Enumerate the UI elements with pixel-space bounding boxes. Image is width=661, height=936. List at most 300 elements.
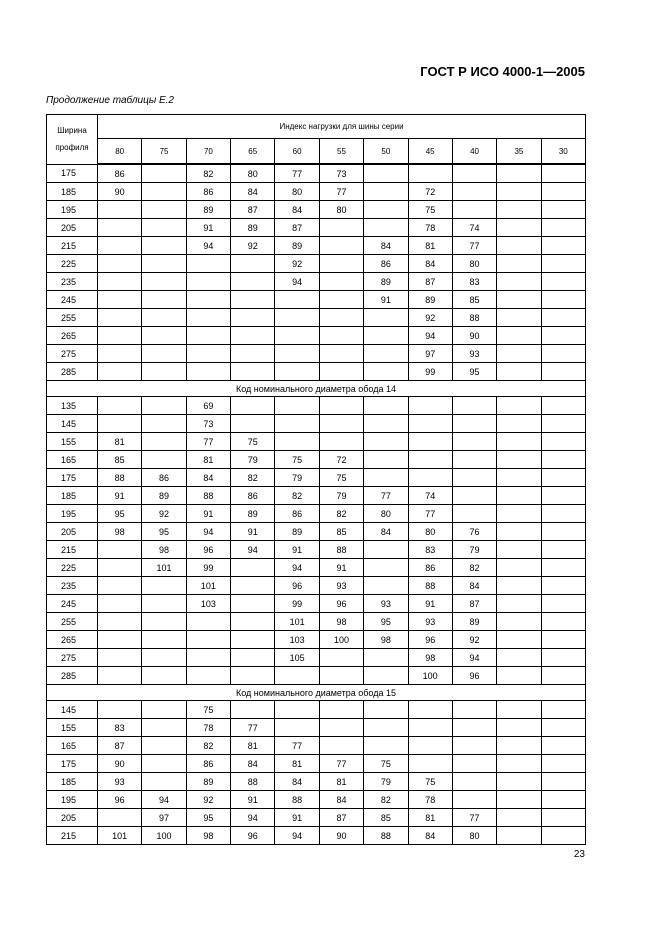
load-index-cell — [452, 755, 496, 773]
load-index-cell: 86 — [408, 559, 452, 577]
load-index-cell: 86 — [142, 469, 186, 487]
load-index-cell: 105 — [275, 649, 319, 667]
load-index-cell — [408, 737, 452, 755]
load-index-cell — [319, 649, 363, 667]
profile-width-cell: 175 — [47, 164, 98, 183]
load-index-cell — [497, 523, 541, 541]
load-index-cell: 79 — [275, 469, 319, 487]
profile-width-cell: 265 — [47, 327, 98, 345]
load-index-cell: 75 — [186, 701, 230, 719]
load-index-cell — [497, 719, 541, 737]
profile-width-cell: 195 — [47, 791, 98, 809]
load-index-cell: 79 — [319, 487, 363, 505]
load-index-cell — [98, 415, 142, 433]
table-row — [47, 701, 586, 719]
section-header-row — [47, 685, 586, 701]
load-index-cell: 86 — [231, 487, 275, 505]
load-index-cell — [541, 273, 585, 291]
load-index-cell — [364, 667, 408, 685]
profile-width-cell: 255 — [47, 613, 98, 631]
load-index-cell — [497, 164, 541, 183]
table-row — [47, 809, 586, 827]
load-index-cell: 101 — [98, 827, 142, 845]
load-index-cell: 91 — [186, 505, 230, 523]
load-index-cell — [186, 255, 230, 273]
load-index-cell — [319, 397, 363, 415]
load-index-cell — [142, 291, 186, 309]
load-index-cell: 81 — [275, 755, 319, 773]
load-index-cell: 86 — [186, 183, 230, 201]
load-index-cell — [319, 667, 363, 685]
load-index-cell: 86 — [98, 164, 142, 183]
load-index-cell: 95 — [452, 363, 496, 381]
profile-width-cell: 205 — [47, 809, 98, 827]
load-index-cell: 81 — [408, 237, 452, 255]
load-index-cell: 75 — [231, 433, 275, 451]
load-index-cell — [497, 255, 541, 273]
page-number: 23 — [573, 849, 585, 860]
load-index-cell: 100 — [319, 631, 363, 649]
table-row — [47, 201, 586, 219]
load-index-cell — [497, 505, 541, 523]
load-index-cell — [186, 631, 230, 649]
load-index-cell: 90 — [452, 327, 496, 345]
load-index-cell: 75 — [364, 755, 408, 773]
table-row — [47, 415, 586, 433]
load-index-cell: 100 — [408, 667, 452, 685]
load-index-cell: 86 — [186, 755, 230, 773]
profile-width-cell: 155 — [47, 719, 98, 737]
load-index-cell: 92 — [408, 309, 452, 327]
load-index-cell — [142, 309, 186, 327]
load-index-cell — [275, 291, 319, 309]
load-index-cell — [231, 309, 275, 327]
load-index-cell: 80 — [275, 183, 319, 201]
load-index-cell: 77 — [186, 433, 230, 451]
load-index-cell: 73 — [186, 415, 230, 433]
load-index-cell — [497, 773, 541, 791]
load-index-cell: 103 — [186, 595, 230, 613]
load-index-cell: 95 — [186, 809, 230, 827]
load-index-cell: 78 — [408, 219, 452, 237]
series-header-30: 30 — [541, 139, 585, 165]
load-index-cell — [186, 309, 230, 327]
load-index-cell: 81 — [408, 809, 452, 827]
load-index-cell: 94 — [142, 791, 186, 809]
load-index-cell: 80 — [452, 827, 496, 845]
load-index-cell: 98 — [319, 613, 363, 631]
load-index-cell: 83 — [98, 719, 142, 737]
load-index-cell — [364, 164, 408, 183]
load-index-cell — [497, 345, 541, 363]
load-index-cell — [497, 415, 541, 433]
load-index-cell — [497, 469, 541, 487]
load-index-cell: 99 — [275, 595, 319, 613]
load-index-cell — [275, 415, 319, 433]
load-index-cell — [452, 505, 496, 523]
load-index-cell: 89 — [142, 487, 186, 505]
load-index-cell — [186, 345, 230, 363]
load-index-cell: 95 — [98, 505, 142, 523]
load-index-cell: 94 — [275, 827, 319, 845]
load-index-cell — [231, 701, 275, 719]
load-index-cell — [142, 595, 186, 613]
load-index-cell — [142, 345, 186, 363]
load-index-cell — [497, 577, 541, 595]
table-row — [47, 327, 586, 345]
load-index-cell — [142, 577, 186, 595]
load-index-cell — [541, 237, 585, 255]
load-index-cell — [408, 755, 452, 773]
load-index-cell — [497, 791, 541, 809]
load-index-cell — [452, 397, 496, 415]
load-index-cell — [98, 595, 142, 613]
load-index-cell: 84 — [186, 469, 230, 487]
load-index-cell: 94 — [275, 559, 319, 577]
load-index-cell — [98, 701, 142, 719]
load-index-cell: 87 — [319, 809, 363, 827]
load-index-cell — [541, 613, 585, 631]
load-index-cell — [364, 701, 408, 719]
load-index-cell: 79 — [452, 541, 496, 559]
load-index-cell — [98, 613, 142, 631]
load-index-cell — [98, 559, 142, 577]
load-index-cell — [541, 291, 585, 309]
column-group-header: Индекс нагрузки для шины серии — [98, 115, 586, 139]
load-index-cell — [452, 451, 496, 469]
load-index-cell: 81 — [186, 451, 230, 469]
load-index-cell — [364, 415, 408, 433]
load-index-cell — [275, 397, 319, 415]
load-index-cell — [142, 719, 186, 737]
load-index-cell — [319, 327, 363, 345]
load-index-cell: 88 — [319, 541, 363, 559]
load-index-cell — [541, 345, 585, 363]
load-index-cell: 98 — [408, 649, 452, 667]
load-index-cell: 91 — [231, 523, 275, 541]
load-index-cell: 87 — [452, 595, 496, 613]
load-index-cell: 80 — [452, 255, 496, 273]
profile-width-cell: 235 — [47, 273, 98, 291]
load-index-cell — [231, 291, 275, 309]
load-index-cell — [452, 433, 496, 451]
load-index-cell — [541, 559, 585, 577]
load-index-cell: 99 — [186, 559, 230, 577]
load-index-cell — [452, 487, 496, 505]
profile-width-cell: 205 — [47, 219, 98, 237]
profile-width-cell: 245 — [47, 291, 98, 309]
load-index-cell: 81 — [319, 773, 363, 791]
load-index-cell: 83 — [452, 273, 496, 291]
load-index-cell — [541, 755, 585, 773]
load-index-cell — [541, 201, 585, 219]
load-index-cell: 103 — [275, 631, 319, 649]
load-index-cell — [275, 433, 319, 451]
load-index-cell: 85 — [364, 809, 408, 827]
load-index-cell — [408, 719, 452, 737]
load-index-cell: 89 — [186, 201, 230, 219]
profile-width-cell: 255 — [47, 309, 98, 327]
load-index-cell: 83 — [408, 541, 452, 559]
series-header-65: 65 — [231, 139, 275, 165]
table-row — [47, 773, 586, 791]
profile-width-cell: 135 — [47, 397, 98, 415]
load-index-cell: 84 — [275, 201, 319, 219]
load-index-cell — [452, 737, 496, 755]
load-index-cell — [497, 327, 541, 345]
load-index-cell: 89 — [231, 219, 275, 237]
load-index-cell: 84 — [408, 827, 452, 845]
load-index-cell — [319, 737, 363, 755]
load-index-cell: 98 — [142, 541, 186, 559]
load-index-cell — [98, 237, 142, 255]
load-index-cell: 73 — [319, 164, 363, 183]
load-index-cell: 79 — [231, 451, 275, 469]
load-index-cell — [364, 737, 408, 755]
profile-width-cell: 175 — [47, 469, 98, 487]
load-index-cell — [142, 183, 186, 201]
table-caption: Продолжение таблицы Е.2 — [46, 95, 174, 106]
table-row — [47, 737, 586, 755]
load-index-cell — [186, 327, 230, 345]
load-index-cell — [452, 415, 496, 433]
table-row — [47, 719, 586, 737]
table-row — [47, 827, 586, 845]
load-index-cell — [98, 219, 142, 237]
profile-width-cell: 215 — [47, 541, 98, 559]
load-index-cell: 82 — [452, 559, 496, 577]
profile-width-cell: 165 — [47, 451, 98, 469]
load-index-cell — [142, 415, 186, 433]
table-row — [47, 273, 586, 291]
load-index-cell: 99 — [408, 363, 452, 381]
load-index-cell — [231, 631, 275, 649]
profile-width-cell: 225 — [47, 255, 98, 273]
table-row — [47, 237, 586, 255]
profile-width-cell: 145 — [47, 701, 98, 719]
profile-width-cell: 195 — [47, 505, 98, 523]
load-index-cell — [408, 451, 452, 469]
load-index-cell — [98, 649, 142, 667]
load-index-cell — [186, 649, 230, 667]
load-index-cell — [364, 363, 408, 381]
load-index-cell — [142, 327, 186, 345]
load-index-cell — [364, 719, 408, 737]
load-index-cell — [319, 345, 363, 363]
load-index-cell — [98, 345, 142, 363]
load-index-cell — [142, 219, 186, 237]
load-index-cell: 90 — [319, 827, 363, 845]
load-index-cell: 92 — [275, 255, 319, 273]
load-index-cell — [364, 433, 408, 451]
load-index-cell — [98, 363, 142, 381]
load-index-cell: 97 — [142, 809, 186, 827]
load-index-cell — [275, 363, 319, 381]
profile-width-cell: 215 — [47, 237, 98, 255]
load-index-cell: 91 — [364, 291, 408, 309]
table-row — [47, 523, 586, 541]
load-index-cell — [142, 451, 186, 469]
series-header-50: 50 — [364, 139, 408, 165]
section-title: Код номинального диаметра обода 14 — [47, 381, 586, 397]
load-index-cell: 94 — [231, 809, 275, 827]
load-index-cell: 94 — [408, 327, 452, 345]
table-row — [47, 505, 586, 523]
profile-width-cell: 225 — [47, 559, 98, 577]
load-index-cell: 77 — [452, 237, 496, 255]
load-index-cell: 81 — [98, 433, 142, 451]
load-index-cell — [541, 309, 585, 327]
load-index-cell: 80 — [364, 505, 408, 523]
load-index-cell: 96 — [408, 631, 452, 649]
series-header-55: 55 — [319, 139, 363, 165]
load-index-cell: 89 — [408, 291, 452, 309]
load-index-cell: 88 — [231, 773, 275, 791]
load-index-cell: 91 — [275, 541, 319, 559]
load-index-cell — [452, 701, 496, 719]
load-index-cell: 76 — [452, 523, 496, 541]
load-index-cell — [541, 577, 585, 595]
table-row — [47, 595, 586, 613]
load-index-cell: 77 — [231, 719, 275, 737]
load-index-cell — [142, 613, 186, 631]
table-row — [47, 791, 586, 809]
load-index-cell — [319, 255, 363, 273]
load-index-cell: 91 — [231, 791, 275, 809]
load-index-cell — [98, 201, 142, 219]
load-index-cell: 95 — [142, 523, 186, 541]
load-index-cell — [98, 327, 142, 345]
load-index-cell: 91 — [186, 219, 230, 237]
load-index-cell — [364, 397, 408, 415]
load-index-cell — [364, 327, 408, 345]
load-index-cell — [231, 363, 275, 381]
load-index-cell — [452, 469, 496, 487]
series-header-60: 60 — [275, 139, 319, 165]
load-index-cell: 90 — [98, 755, 142, 773]
load-index-cell: 94 — [186, 237, 230, 255]
load-index-cell — [142, 755, 186, 773]
load-index-cell: 88 — [452, 309, 496, 327]
load-index-cell — [319, 273, 363, 291]
load-index-cell: 93 — [452, 345, 496, 363]
section-header-row — [47, 381, 586, 397]
load-index-cell: 75 — [275, 451, 319, 469]
table-row — [47, 433, 586, 451]
load-index-cell: 74 — [452, 219, 496, 237]
load-index-cell: 84 — [319, 791, 363, 809]
profile-width-cell: 155 — [47, 433, 98, 451]
load-index-cell — [541, 415, 585, 433]
table-row — [47, 613, 586, 631]
load-index-cell — [541, 649, 585, 667]
load-index-cell — [142, 255, 186, 273]
load-index-cell — [408, 415, 452, 433]
load-index-cell — [497, 201, 541, 219]
load-index-cell: 97 — [408, 345, 452, 363]
load-index-cell — [497, 363, 541, 381]
load-index-cell: 94 — [231, 541, 275, 559]
load-index-cell — [497, 667, 541, 685]
load-index-cell: 78 — [408, 791, 452, 809]
table-row — [47, 219, 586, 237]
load-index-cell — [231, 559, 275, 577]
load-index-cell — [452, 791, 496, 809]
load-index-cell — [364, 559, 408, 577]
profile-width-cell: 165 — [47, 737, 98, 755]
load-index-cell: 93 — [319, 577, 363, 595]
load-index-cell — [364, 451, 408, 469]
table-row — [47, 541, 586, 559]
load-index-cell — [497, 737, 541, 755]
load-index-cell — [98, 273, 142, 291]
series-header-70: 70 — [186, 139, 230, 165]
load-index-cell: 101 — [186, 577, 230, 595]
load-index-cell — [142, 701, 186, 719]
load-index-cell: 91 — [275, 809, 319, 827]
load-index-cell: 89 — [275, 237, 319, 255]
load-index-cell: 81 — [231, 737, 275, 755]
load-index-cell: 88 — [186, 487, 230, 505]
load-index-cell: 77 — [275, 737, 319, 755]
load-index-cell: 92 — [452, 631, 496, 649]
load-index-cell: 88 — [364, 827, 408, 845]
load-index-cell: 88 — [408, 577, 452, 595]
load-index-cell — [231, 577, 275, 595]
load-index-cell: 78 — [186, 719, 230, 737]
load-index-cell: 98 — [364, 631, 408, 649]
load-index-cell — [275, 345, 319, 363]
load-index-cell: 89 — [275, 523, 319, 541]
load-index-cell — [231, 667, 275, 685]
table-row — [47, 183, 586, 201]
load-index-cell — [497, 809, 541, 827]
load-index-cell — [142, 273, 186, 291]
load-index-cell: 86 — [275, 505, 319, 523]
profile-width-cell: 265 — [47, 631, 98, 649]
load-index-cell — [497, 487, 541, 505]
load-index-cell — [497, 827, 541, 845]
load-index-cell: 84 — [408, 255, 452, 273]
load-index-cell — [364, 541, 408, 559]
load-index-cell: 77 — [319, 183, 363, 201]
load-index-cell — [275, 309, 319, 327]
load-index-cell — [408, 164, 452, 183]
profile-width-cell: 275 — [47, 345, 98, 363]
load-index-cell — [319, 291, 363, 309]
load-index-cell — [231, 345, 275, 363]
load-index-cell — [452, 201, 496, 219]
table-row — [47, 291, 586, 309]
load-index-cell — [497, 541, 541, 559]
load-index-cell: 84 — [364, 523, 408, 541]
load-index-cell — [319, 237, 363, 255]
load-index-cell — [541, 773, 585, 791]
load-index-cell — [541, 791, 585, 809]
load-index-cell — [231, 595, 275, 613]
profile-width-cell: 285 — [47, 667, 98, 685]
load-index-cell: 96 — [98, 791, 142, 809]
load-index-cell — [541, 451, 585, 469]
load-index-cell — [142, 631, 186, 649]
load-index-cell — [541, 541, 585, 559]
load-index-cell — [408, 469, 452, 487]
profile-width-cell: 195 — [47, 201, 98, 219]
load-index-cell — [142, 667, 186, 685]
load-index-cell: 96 — [186, 541, 230, 559]
table-row — [47, 631, 586, 649]
load-index-cell — [541, 433, 585, 451]
